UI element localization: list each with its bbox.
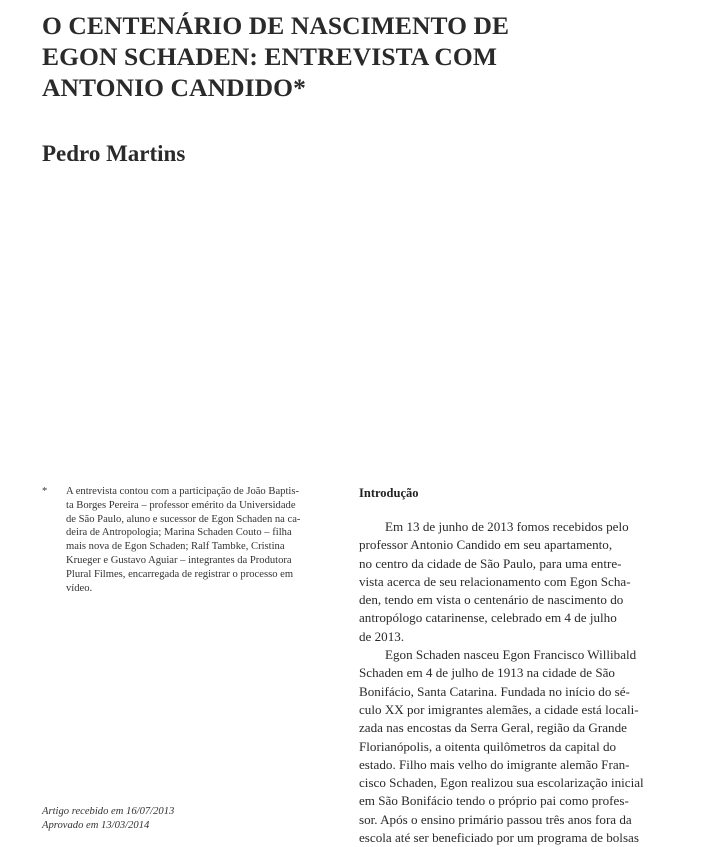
title-line: O CENTENÁRIO DE NASCIMENTO DE <box>42 11 510 40</box>
title-line: ANTONIO CANDIDO* <box>42 73 306 102</box>
footnote-line: Krueger e Gustavo Aguiar – integrantes da Produtora <box>66 554 292 566</box>
received-date: Artigo recebido em 16/07/2013 <box>42 806 175 817</box>
body-line: den, tendo em vista o centenário de nascimento do <box>359 592 624 608</box>
body-line: Bonifácio, Santa Catarina. Fundada no início do sé- <box>359 683 630 699</box>
body-line: no centro da cidade de São Paulo, para uma entre- <box>359 555 622 571</box>
submission-dates <box>42 805 174 833</box>
body-line: em São Bonifácio tendo o próprio pai como profes- <box>359 793 629 809</box>
footnote-line: vídeo. <box>66 582 93 594</box>
body-text <box>359 518 649 847</box>
body-line: de 2013. <box>359 628 405 644</box>
article-title <box>42 10 682 103</box>
footnote-marker: * <box>42 486 48 497</box>
body-line: Egon Schaden nasceu Egon Francisco Willibald <box>385 647 637 663</box>
footnote-line: A entrevista contou com a participação de João Baptis- <box>66 486 299 497</box>
footnote-line: de São Paulo, aluno e sucessor de Egon Schaden na ca- <box>66 513 301 525</box>
footnote-text <box>66 485 332 595</box>
author-name: Pedro Martins <box>42 141 186 166</box>
section-heading: Introdução <box>359 486 419 500</box>
body-line: escola até ser beneficiado por um programa de bolsas <box>359 830 639 846</box>
footnote <box>42 485 332 595</box>
body-line: culo XX por imigrantes alemães, a cidade está locali- <box>359 701 639 717</box>
body-line: cisco Schaden, Egon realizou sua escolarização inicial <box>359 775 644 791</box>
footnote-line: mais nova de Egon Schaden; Ralf Tambke, Cristina <box>66 541 285 553</box>
body-line: estado. Filho mais velho do imigrante alemão Fran- <box>359 756 630 772</box>
body-line: vista acerca de seu relacionamento com Egon Scha- <box>359 573 631 589</box>
body-line: Schaden em 4 de julho de 1913 na cidade de São <box>359 665 615 681</box>
body-line: zada nas encostas da Serra Geral, região da Grande <box>359 720 627 736</box>
body-line: sor. Após o ensino primário passou três anos fora da <box>359 811 632 827</box>
body-line: Florianópolis, a oitenta quilômetros da capital do <box>359 738 617 754</box>
body-line: professor Antonio Candido em seu apartamento, <box>359 537 613 553</box>
approved-date: Aprovado em 13/03/2014 <box>42 819 150 831</box>
footnote-line: deira de Antropologia; Marina Schaden Couto – filha <box>66 527 292 539</box>
title-line: EGON SCHADEN: ENTREVISTA COM <box>42 42 498 71</box>
body-line: antropólogo catarinense, celebrado em 4 de julho <box>359 610 617 626</box>
body-line: Em 13 de junho de 2013 fomos recebidos pelo <box>385 519 629 534</box>
footnote-line: ta Borges Pereira – professor emérito da Universidade <box>66 499 296 511</box>
footnote-line: Plural Filmes, encarregada de registrar o processo em <box>66 568 294 580</box>
